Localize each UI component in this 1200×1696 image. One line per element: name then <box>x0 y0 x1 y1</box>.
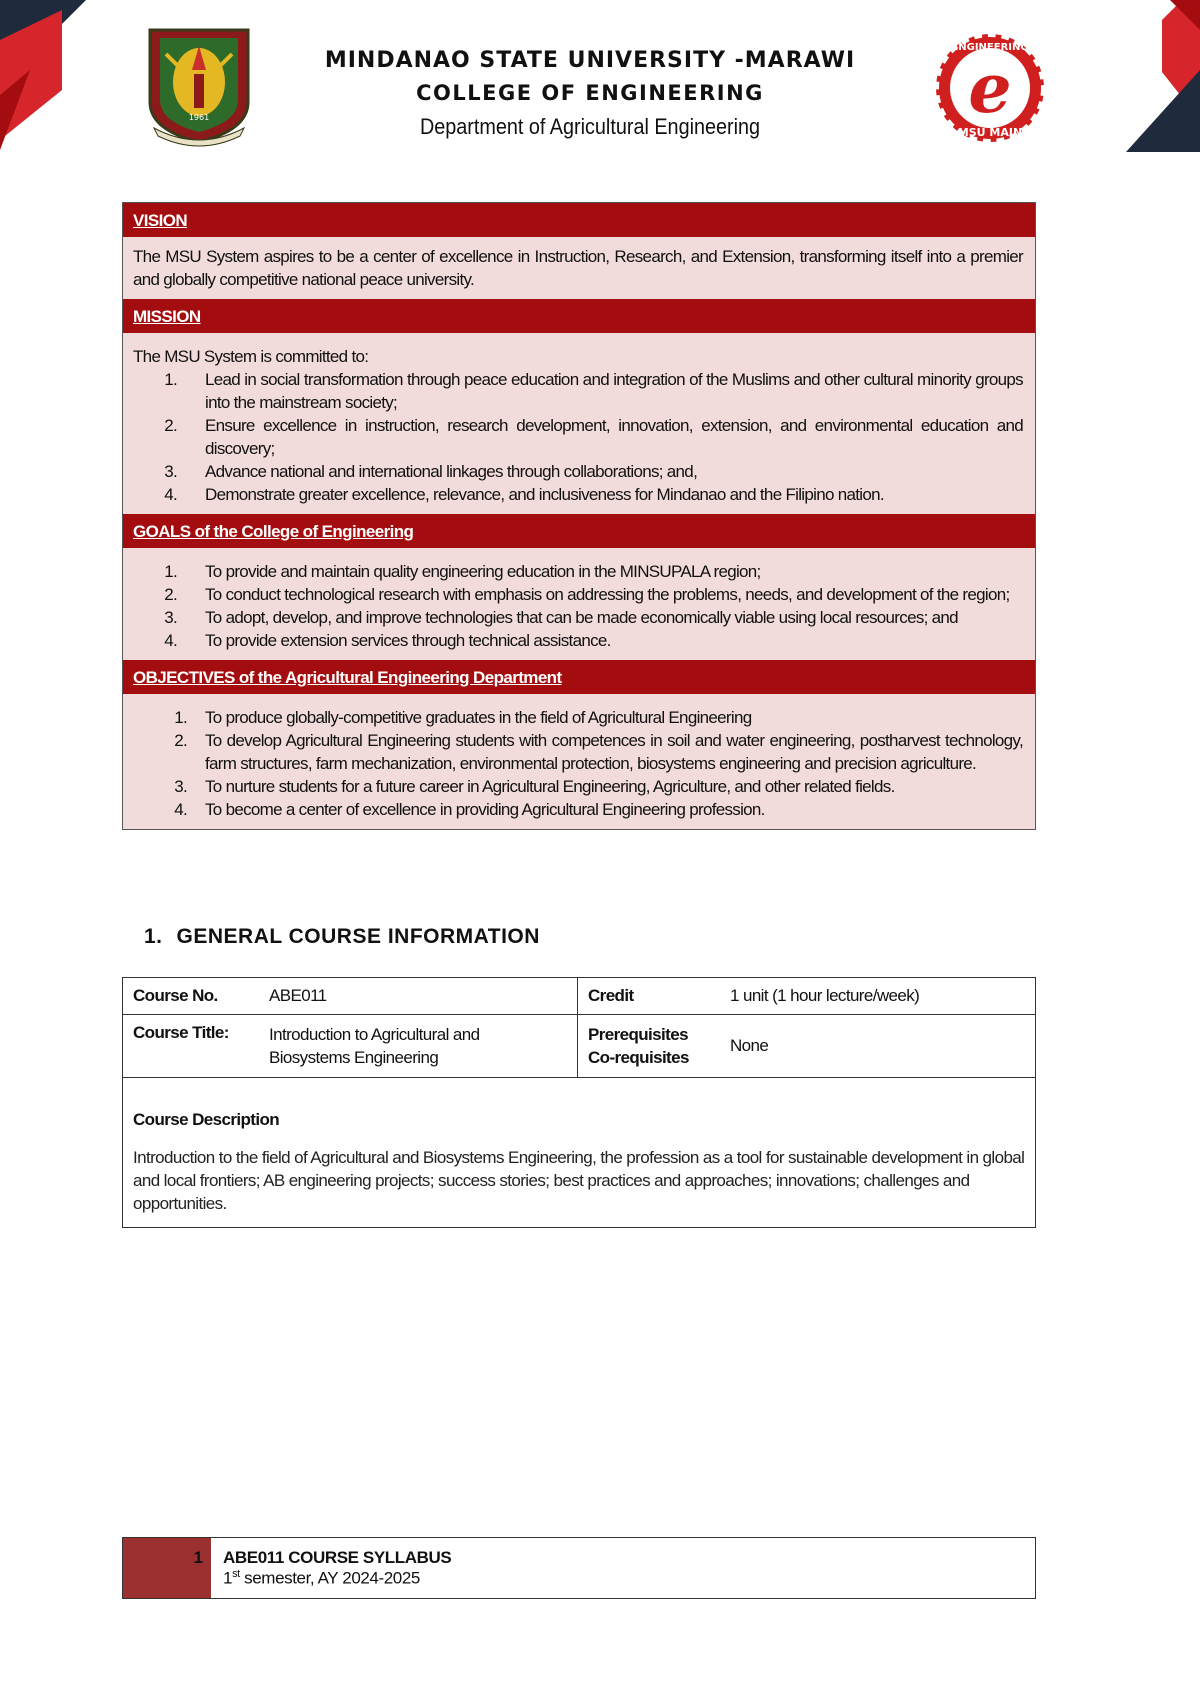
prerequisites-label: Prerequisites <box>588 1025 688 1044</box>
list-item: 1. To produce globally-competitive graduates in the field of Agricultural Engineering <box>174 708 752 727</box>
list-item: 3. Advance national and international linkages through collaborations; and, <box>164 462 698 481</box>
corner-decoration-left <box>0 0 90 150</box>
prereq-labels <box>578 1015 720 1077</box>
footer-title: ABE011 COURSE SYLLABUS <box>223 1548 452 1567</box>
engineering-gear-logo <box>932 30 1048 146</box>
list-item: 1. To provide and maintain quality engineering education in the MINSUPALA region; <box>164 562 761 581</box>
objectives-body <box>123 694 1035 829</box>
credit-value: 1 unit (1 hour lecture/week) <box>730 986 920 1005</box>
list-item: 4. Demonstrate greater excellence, relevance, and inclusiveness for Mindanao and the Filipino nation. <box>164 485 884 504</box>
section-title: GENERAL COURSE INFORMATION <box>176 925 540 948</box>
mission-list <box>133 368 1023 506</box>
course-description <box>123 1078 1035 1227</box>
page-footer <box>122 1537 1036 1599</box>
list-item: 3. To adopt, develop, and improve technologies that can be made economically viable using local resources; and <box>164 608 958 627</box>
list-item: 2. Ensure excellence in instruction, research development, innovation, extension, and environmental education and discovery; <box>164 416 1023 458</box>
objectives-list <box>133 706 1023 821</box>
logo-bottom-text: MSU MAIN <box>957 126 1023 139</box>
logo-letter: e <box>968 49 1012 129</box>
msu-seal-logo <box>140 24 258 150</box>
credit-label: Credit <box>588 986 634 1005</box>
mission-body <box>123 333 1035 514</box>
table-row <box>123 978 1035 1015</box>
course-title-label: Course Title: <box>133 1023 229 1042</box>
seal-year: 1961 <box>188 113 210 122</box>
section-number: 1. <box>144 925 163 948</box>
mission-heading: MISSION <box>123 299 1035 333</box>
course-description-text: Introduction to the field of Agricultural and Biosystems Engineering, the profession as a tool for sustainable development in global and local frontiers; AB engineering projects; success stories; best practices and approaches; innovations; challenges and opportunities. <box>133 1148 1025 1213</box>
list-item: 4. To provide extension services through technical assistance. <box>164 631 611 650</box>
footer-text <box>211 1538 463 1598</box>
course-info-table <box>122 977 1036 1228</box>
vision-heading: VISION <box>123 203 1035 237</box>
college-name: COLLEGE OF ENGINEERING <box>416 81 764 105</box>
list-item: 2. To conduct technological research with emphasis on addressing the problems, needs, and development of the region; <box>164 585 1010 604</box>
table-row <box>123 1015 1035 1078</box>
vision-text: The MSU System aspires to be a center of excellence in Instruction, Research, and Extension, transforming itself into a premier and globally competitive national peace university. <box>123 237 1035 299</box>
logo-top-text: ENGINEERING <box>951 42 1029 53</box>
university-name: MINDANAO STATE UNIVERSITY -MARAWI <box>324 48 856 73</box>
vmgo-table <box>122 202 1036 830</box>
footer-semester: 1st semester, AY 2024-2025 <box>223 1568 420 1588</box>
course-no-label: Course No. <box>133 986 218 1005</box>
section-heading <box>144 925 540 949</box>
goals-body <box>123 548 1035 660</box>
list-item: 3. To nurture students for a future career in Agricultural Engineering, Agriculture, and other related fields. <box>174 777 895 796</box>
course-description-label: Course Description <box>133 1110 280 1129</box>
list-item: 2. To develop Agricultural Engineering students with competences in soil and water engineering, postharvest technology, farm structures, farm mechanization, environmental protection, biosystems engineering and precision agriculture. <box>174 731 1023 773</box>
page-header <box>250 44 930 142</box>
goals-list <box>133 560 1023 652</box>
goals-heading: GOALS of the College of Engineering <box>123 514 1035 548</box>
corner-decoration-right <box>1120 0 1200 160</box>
list-item: 1. Lead in social transformation through peace education and integration of the Muslims and other cultural minority groups into the mainstream society; <box>164 370 1023 412</box>
prereq-value: None <box>730 1036 769 1055</box>
department-name: Department of Agricultural Engineering <box>419 114 761 139</box>
mission-intro: The MSU System is committed to: <box>133 347 369 366</box>
course-title-value: Introduction to Agricultural and Biosystems Engineering <box>259 1015 578 1077</box>
corequisites-label: Co-requisites <box>588 1048 689 1067</box>
course-no-value: ABE011 <box>259 978 578 1014</box>
page-number: 1 <box>123 1538 211 1598</box>
objectives-heading: OBJECTIVES of the Agricultural Engineering Department <box>123 660 1035 694</box>
list-item: 4. To become a center of excellence in providing Agricultural Engineering profession. <box>174 800 765 819</box>
